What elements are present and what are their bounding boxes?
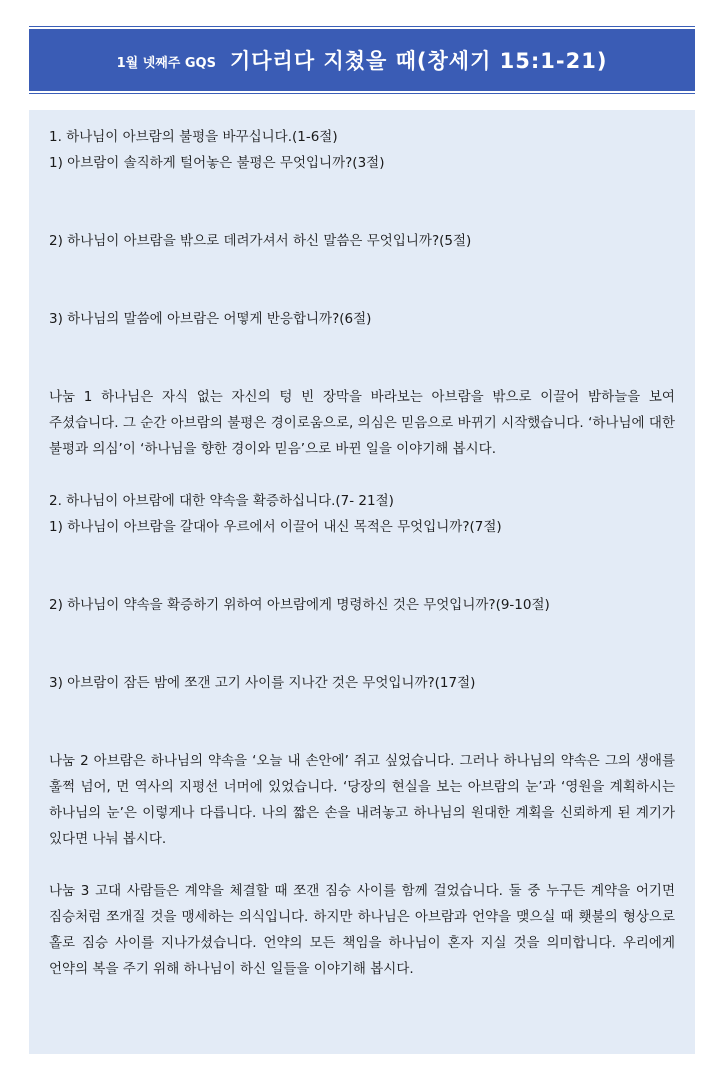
share-3-text: 고대 사람들은 계약을 체결할 때 쪼갠 짐승 사이를 함께 걸었습니다. 둘 중 누구든 계약을 어기면 짐승처럼 쪼개질 것을 맹세하는 의식입니다. 하지만 하나님은 아브람과 언약을 맺으실 때 횃불의 형상으로 홀로 짐승 사이를 지나가셨습니다. 언약의 모든 책임을 하나님이 혼자 지실 것을 의미합니다. 우리에게 언약의 복을 주기 위해 하나님이 하신 일들을 이야기해 봅시다. <box>49 883 675 977</box>
answer-space <box>49 254 675 306</box>
share-3-paragraph <box>49 878 675 982</box>
study-content <box>29 110 695 1054</box>
paragraph-gap <box>49 852 675 878</box>
question-2-3: 3) 아브람이 잠든 밤에 쪼갠 고기 사이를 지나간 것은 무엇입니까?(17절) <box>49 675 476 691</box>
answer-space <box>49 540 675 592</box>
question-2-2: 2) 하나님이 약속을 확증하기 위하여 아브람에게 명령하신 것은 무엇입니까?(9-10절) <box>49 597 550 613</box>
header-bottom-rule <box>29 93 695 94</box>
question-1-2: 2) 하나님이 아브람을 밖으로 데려가셔서 하신 말씀은 무엇입니까?(5절) <box>49 233 472 249</box>
share-1-text: 하나님은 자식 없는 자신의 텅 빈 장막을 바라보는 아브람을 밖으로 이끌어 밤하늘을 보여 주셨습니다. 그 순간 아브람의 불평은 경이로움으로, 의심은 믿음으로 바뀌기 시작했습니다. ‘하나님에 대한 불평과 의심’이 ‘하나님을 향한 경이와 믿음’으로 바뀐 일을 이야기해 봅시다. <box>49 389 675 457</box>
share-2-paragraph <box>49 748 675 852</box>
header-top-rule <box>29 26 695 27</box>
week-label: 1월 넷째주 GQS <box>116 55 216 71</box>
section-1-heading: 1. 하나님이 아브람의 불평을 바꾸십니다.(1-6절) <box>49 129 338 145</box>
share-2-text: 아브람은 하나님의 약속을 ‘오늘 내 손안에’ 쥐고 싶었습니다. 그러나 하나님의 약속은 그의 생애를 훌쩍 넘어, 먼 역사의 지평선 너머에 있었습니다. ‘당장의 현실을 보는 아브람의 눈’과 ‘영원을 계획하시는 하나님의 눈’은 이렇게나 다릅니다. 나의 짧은 손을 내려놓고 하나님의 원대한 계획을 신뢰하게 된 계기가 있다면 나눠 봅시다. <box>49 753 676 847</box>
answer-space <box>49 332 675 384</box>
share-3-label: 나눔 3 <box>49 883 90 899</box>
answer-space <box>49 618 675 670</box>
answer-space <box>49 696 675 748</box>
question-2-1: 1) 하나님이 아브람을 갈대아 우르에서 이끌어 내신 목적은 무엇입니까?(7절) <box>49 519 502 535</box>
paragraph-gap <box>49 462 675 488</box>
share-1-label: 나눔 1 <box>49 389 93 405</box>
section-2-heading: 2. 하나님이 아브람에 대한 약속을 확증하십니다.(7- 21절) <box>49 493 394 509</box>
share-1-paragraph <box>49 384 675 462</box>
page-header <box>29 29 695 91</box>
page-title: 기다리다 지쳤을 때(창세기 15:1-21) <box>229 49 608 73</box>
share-2-label: 나눔 2 <box>49 753 89 769</box>
answer-space <box>49 176 675 228</box>
question-1-1: 1) 아브람이 솔직하게 털어놓은 불평은 무엇입니까?(3절) <box>49 155 385 171</box>
question-1-3: 3) 하나님의 말씀에 아브람은 어떻게 반응합니까?(6절) <box>49 311 372 327</box>
